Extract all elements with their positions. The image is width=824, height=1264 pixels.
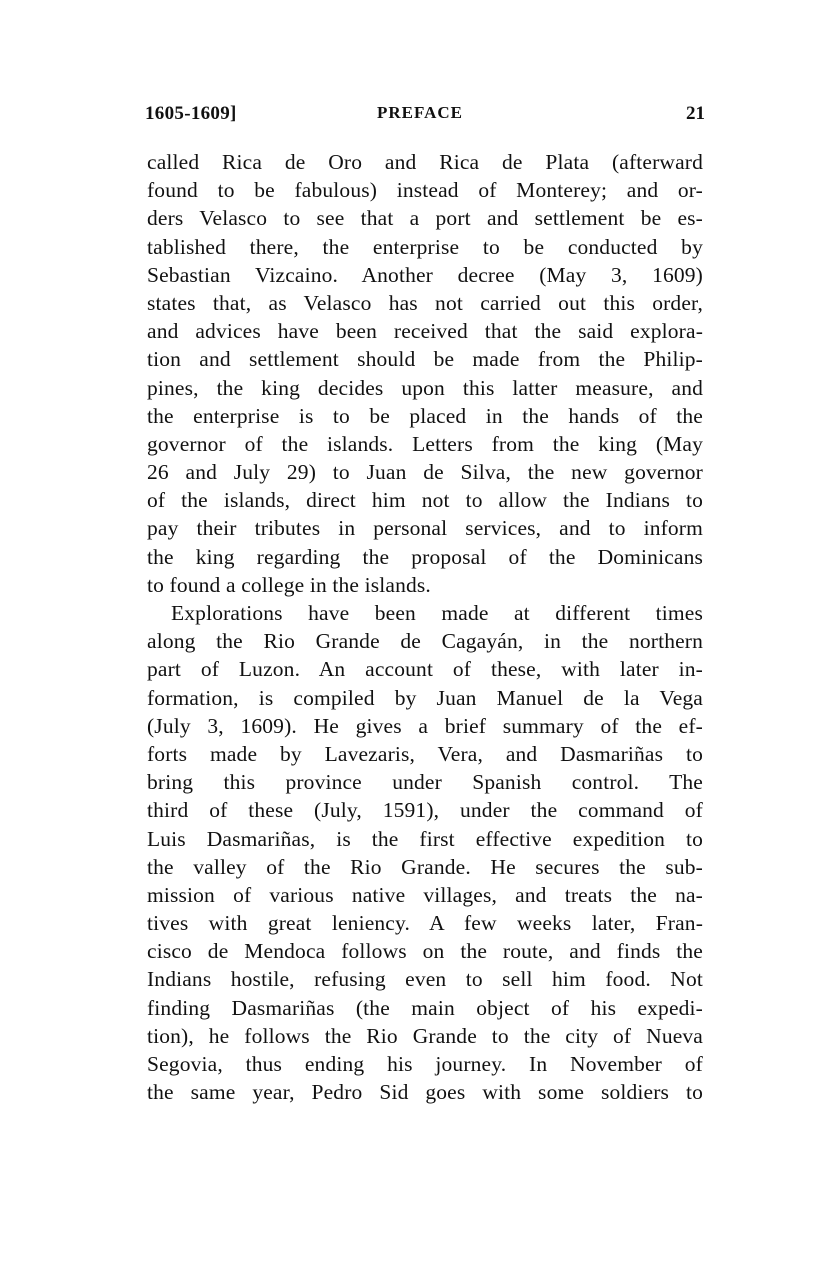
text-line: forts made by Lavezaris, Vera, and Dasmariñas to	[147, 741, 703, 766]
text-line: 26 and July 29) to Juan de Silva, the new governor	[147, 460, 703, 485]
text-line: states that, as Velasco has not carried out this order,	[147, 290, 703, 315]
text-line: of the islands, direct him not to allow the Indians to	[147, 488, 703, 513]
text-line: tives with great leniency. A few weeks later, Fran-	[147, 911, 703, 936]
text-line: formation, is compiled by Juan Manuel de la Vega	[147, 685, 703, 710]
text-line: part of Luzon. An account of these, with later in-	[147, 657, 703, 682]
running-head-years: 1605-1609]	[145, 103, 237, 124]
running-head	[145, 103, 705, 131]
running-head-title: PREFACE	[377, 103, 464, 122]
text-line: the king regarding the proposal of the Dominicans	[147, 544, 703, 569]
text-line: found to be fabulous) instead of Monterey; and or-	[147, 178, 703, 203]
text-line: cisco de Mendoca follows on the route, and finds the	[147, 939, 703, 964]
text-line: governor of the islands. Letters from the king (May	[147, 431, 703, 456]
text-line: the valley of the Rio Grande. He secures the sub-	[147, 854, 703, 879]
text-line: bring this province under Spanish control. The	[147, 770, 703, 795]
page-number: 21	[686, 103, 705, 124]
text-line: Luis Dasmariñas, is the first effective expedition to	[147, 826, 703, 851]
text-line: (July 3, 1609). He gives a brief summary of the ef-	[147, 713, 703, 738]
text-line: along the Rio Grande de Cagayán, in the northern	[147, 629, 703, 654]
text-line: called Rica de Oro and Rica de Plata (afterward	[147, 150, 703, 174]
text-line: the enterprise is to be placed in the hands of the	[147, 403, 703, 428]
text-line: and advices have been received that the said explora-	[147, 319, 703, 344]
paragraph-start-line: Explorations have been made at different times	[171, 601, 703, 625]
text-line: Sebastian Vizcaino. Another decree (May 3, 1609)	[147, 262, 703, 287]
text-line: pines, the king decides upon this latter measure, and	[147, 375, 703, 400]
text-line: finding Dasmariñas (the main object of his expedi-	[147, 995, 703, 1020]
text-line: tablished there, the enterprise to be conducted by	[147, 234, 703, 259]
body-text	[147, 148, 703, 1106]
text-line: ders Velasco to see that a port and settlement be es-	[147, 206, 703, 231]
paragraph-end-line: to found a college in the islands.	[147, 572, 431, 597]
text-line: Indians hostile, refusing even to sell him food. Not	[147, 967, 703, 992]
text-line: Segovia, thus ending his journey. In November of	[147, 1052, 703, 1076]
text-line: tion and settlement should be made from the Philip-	[147, 347, 703, 372]
text-line: pay their tributes in personal services, and to inform	[147, 516, 703, 541]
text-line: the same year, Pedro Sid goes with some soldiers to	[147, 1080, 703, 1105]
text-line: mission of various native villages, and treats the na-	[147, 882, 703, 907]
text-line: tion), he follows the Rio Grande to the city of Nueva	[147, 1023, 703, 1048]
text-line: third of these (July, 1591), under the command of	[147, 798, 703, 823]
